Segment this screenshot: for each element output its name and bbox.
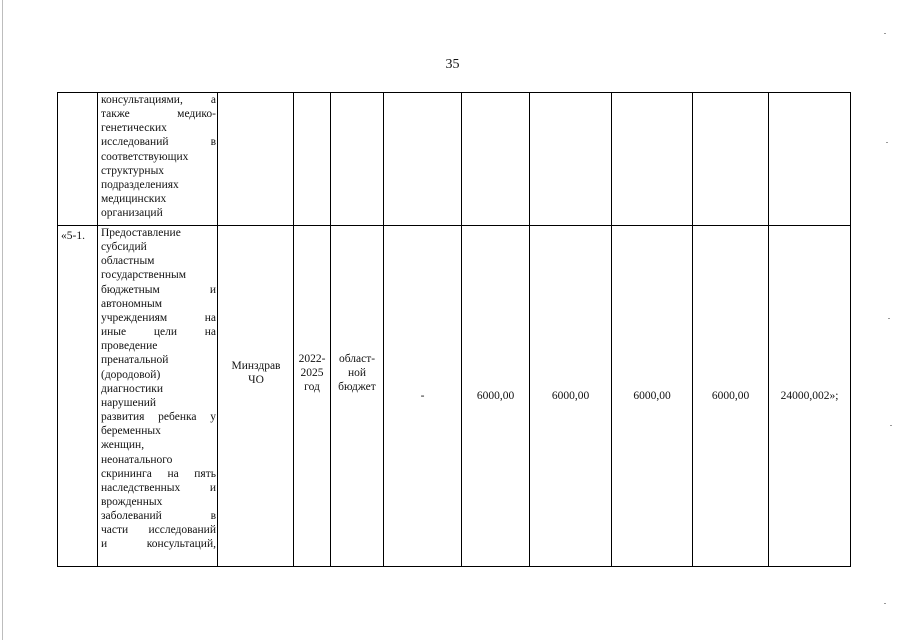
description-line bbox=[101, 297, 216, 311]
description-line bbox=[101, 268, 216, 282]
column-divider bbox=[611, 92, 612, 567]
budget-table bbox=[57, 92, 851, 567]
description-word: пренатальной bbox=[101, 354, 169, 367]
continued-description-cell bbox=[101, 93, 216, 220]
description-word: исследований bbox=[101, 136, 169, 149]
column-divider bbox=[217, 92, 218, 567]
period-line: 2025 bbox=[300, 367, 324, 379]
scan-speck bbox=[886, 142, 888, 143]
description-line bbox=[101, 453, 216, 467]
description-word: иные bbox=[101, 326, 127, 339]
amount-cell-3 bbox=[530, 389, 611, 403]
description-word: (дородовой) bbox=[101, 368, 161, 381]
description-cell bbox=[101, 226, 216, 552]
description-word: медицинских bbox=[101, 193, 167, 206]
description-line bbox=[101, 339, 216, 353]
description-word: на bbox=[204, 311, 216, 324]
column-divider bbox=[97, 92, 98, 567]
scan-speck bbox=[888, 318, 890, 319]
funding-source-cell bbox=[331, 352, 383, 394]
description-word: части исследований bbox=[101, 524, 216, 537]
executor-line: ЧО bbox=[248, 374, 264, 386]
description-word: консультаций, bbox=[146, 538, 216, 551]
description-word: медико- bbox=[177, 108, 216, 121]
description-word: бюджетным bbox=[101, 283, 160, 296]
description-word: соответствующих bbox=[101, 150, 189, 163]
funding-source-line: област- bbox=[338, 353, 376, 365]
description-word: заболеваний bbox=[101, 510, 162, 523]
description-word: консультациями, bbox=[101, 94, 183, 106]
amount-cell-4 bbox=[612, 389, 692, 403]
period-line: 2022- bbox=[298, 353, 326, 365]
amount-value: 6000,00 bbox=[711, 390, 750, 402]
description-line bbox=[101, 467, 216, 481]
description-line bbox=[101, 121, 216, 135]
description-word: структурных bbox=[101, 164, 165, 177]
amount-value: 6000,00 bbox=[476, 390, 515, 402]
description-word: развития ребенка у bbox=[101, 411, 216, 424]
description-word: подразделениях bbox=[101, 178, 179, 191]
description-line bbox=[101, 164, 216, 178]
scan-speck bbox=[884, 33, 886, 34]
description-line bbox=[101, 178, 216, 192]
description-line bbox=[101, 325, 216, 339]
table-border bbox=[850, 92, 851, 567]
executor-cell bbox=[223, 359, 289, 387]
description-word: женщин, bbox=[101, 439, 145, 452]
description-word: а bbox=[210, 94, 216, 106]
description-line bbox=[101, 509, 216, 523]
description-word: Предоставление bbox=[101, 227, 181, 239]
description-word: в bbox=[210, 510, 216, 523]
description-line bbox=[101, 93, 216, 107]
description-word: учреждениям bbox=[101, 311, 168, 324]
description-line bbox=[101, 107, 216, 121]
amount-value: - bbox=[420, 390, 425, 402]
description-line bbox=[101, 438, 216, 452]
amount-cell-1 bbox=[384, 389, 461, 403]
description-word: диагностики bbox=[101, 382, 164, 395]
description-line bbox=[101, 192, 216, 206]
total-value: 24000,002»; bbox=[780, 390, 839, 402]
total-cell bbox=[769, 389, 850, 403]
scan-left-edge bbox=[2, 0, 3, 640]
description-line bbox=[101, 206, 216, 220]
executor-line: Минздрав bbox=[231, 360, 281, 372]
description-line bbox=[101, 353, 216, 367]
amount-cell-2 bbox=[462, 389, 529, 403]
period-cell bbox=[294, 352, 330, 394]
description-line bbox=[101, 226, 216, 240]
description-line bbox=[101, 523, 216, 537]
description-word: и bbox=[101, 538, 108, 551]
scan-speck bbox=[884, 603, 886, 604]
description-line bbox=[101, 382, 216, 396]
period-line: год bbox=[304, 381, 320, 393]
column-divider bbox=[529, 92, 530, 567]
page-number: 35 bbox=[445, 57, 460, 72]
description-word: врожденных bbox=[101, 495, 163, 508]
description-word: областным bbox=[101, 255, 155, 268]
column-divider bbox=[293, 92, 294, 567]
description-line bbox=[101, 537, 216, 551]
column-divider bbox=[330, 92, 331, 567]
column-divider bbox=[461, 92, 462, 567]
description-word: и bbox=[209, 283, 216, 296]
column-divider bbox=[768, 92, 769, 567]
description-line bbox=[101, 424, 216, 438]
funding-source-line: ной bbox=[347, 367, 367, 379]
description-word: проведение bbox=[101, 340, 158, 353]
description-word: также bbox=[101, 108, 130, 121]
description-line bbox=[101, 150, 216, 164]
table-border bbox=[57, 92, 58, 567]
description-line bbox=[101, 481, 216, 495]
description-word: неонатального bbox=[101, 453, 173, 466]
description-line bbox=[101, 495, 216, 509]
description-line bbox=[101, 368, 216, 382]
description-word: нарушений bbox=[101, 396, 157, 409]
description-line bbox=[101, 396, 216, 410]
column-divider bbox=[383, 92, 384, 567]
description-word: автономным bbox=[101, 297, 162, 310]
scan-speck bbox=[890, 425, 892, 426]
description-word: скрининга на пять bbox=[101, 467, 216, 480]
description-line bbox=[101, 311, 216, 325]
description-word: организаций bbox=[101, 207, 163, 220]
description-word: государственным bbox=[101, 269, 187, 282]
funding-source-line: бюджет bbox=[338, 381, 376, 393]
description-line bbox=[101, 240, 216, 254]
row-number: «5-1. bbox=[61, 230, 85, 242]
amount-value: 6000,00 bbox=[633, 390, 671, 402]
amount-cell-5 bbox=[693, 389, 768, 403]
description-line bbox=[101, 254, 216, 268]
description-word: и bbox=[209, 481, 216, 494]
description-word: в bbox=[210, 136, 216, 149]
amount-value: 6000,00 bbox=[551, 390, 590, 402]
description-word: субсидий bbox=[101, 241, 147, 254]
description-word: наследственных bbox=[101, 481, 181, 494]
description-word: на bbox=[204, 326, 216, 339]
column-divider bbox=[692, 92, 693, 567]
description-line bbox=[101, 283, 216, 297]
description-word: цели bbox=[153, 326, 178, 339]
description-word: беременных bbox=[101, 425, 161, 438]
description-line bbox=[101, 410, 216, 424]
description-line bbox=[101, 135, 216, 149]
table-border bbox=[57, 566, 851, 567]
description-word: генетических bbox=[101, 122, 167, 135]
